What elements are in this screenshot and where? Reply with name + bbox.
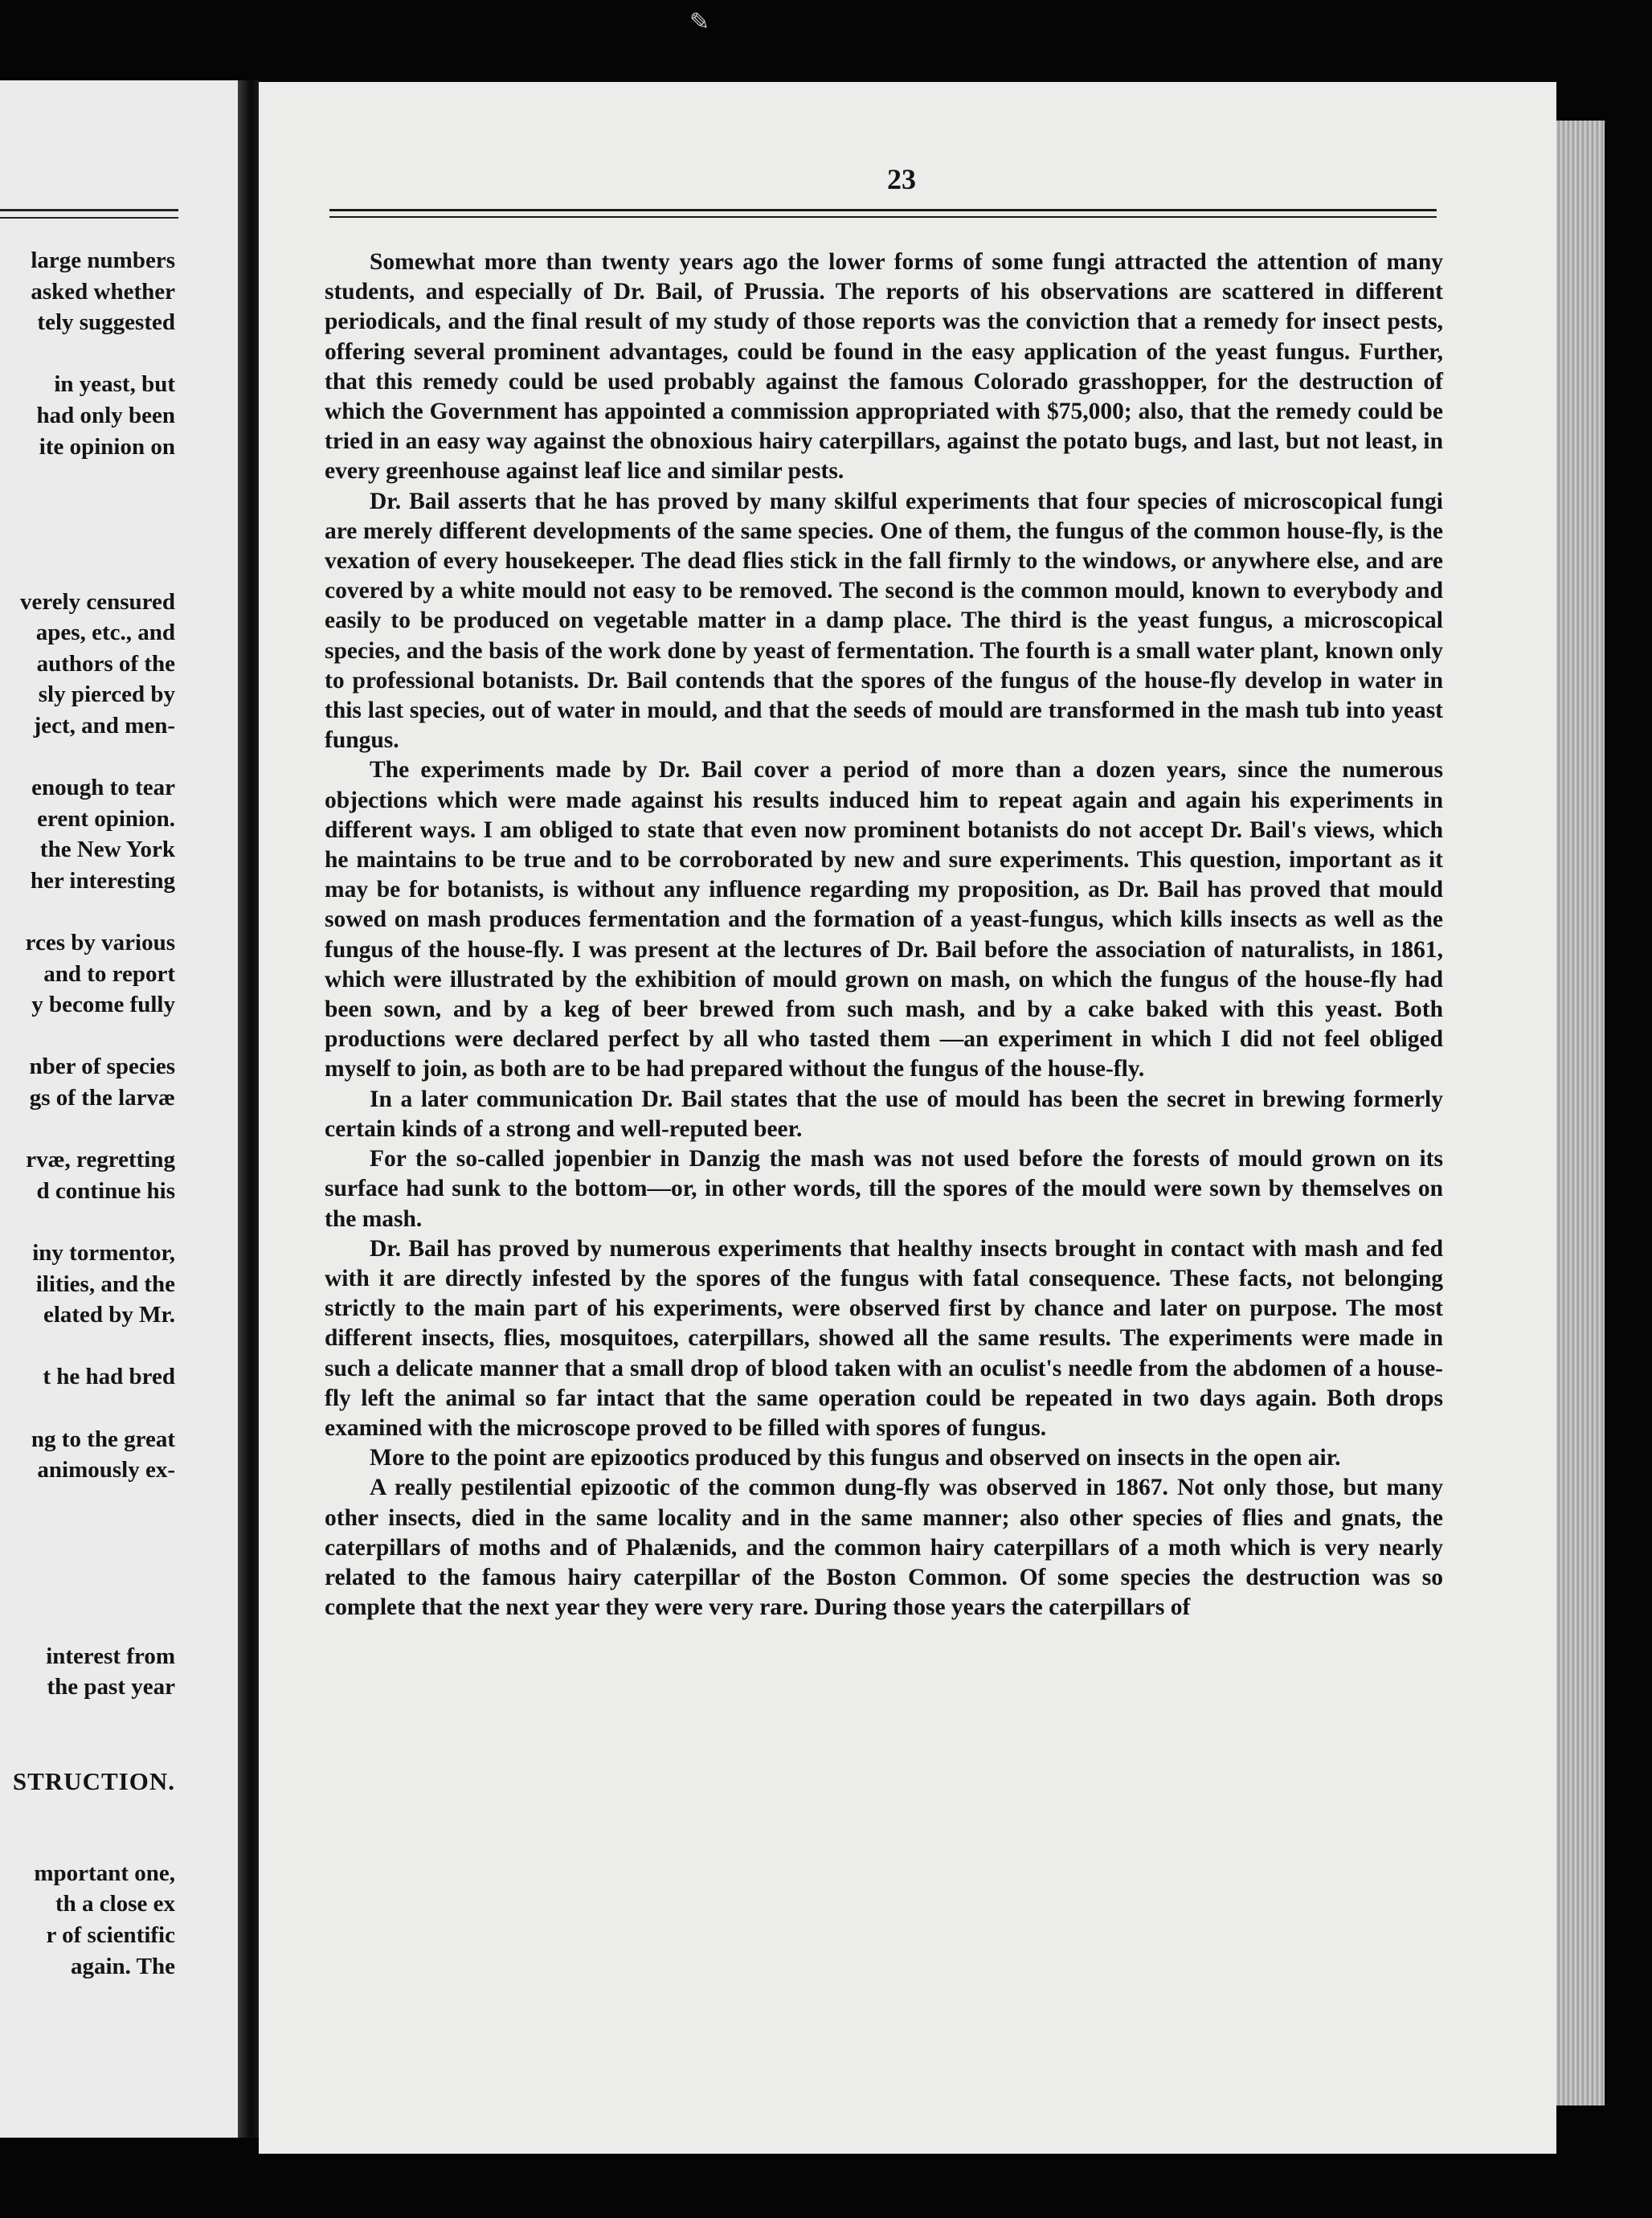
left-page-line [0,341,175,372]
left-page-line: elated by Mr. [43,1302,175,1328]
left-page-line: iny tormentor, [32,1240,175,1266]
left-page-line: asked whether [31,278,175,305]
left-page-line [0,1395,175,1426]
left-header-rule [0,209,178,211]
left-page-line: verely censured [19,588,175,615]
left-page-line: apes, etc., and [35,620,175,646]
left-page-line [0,558,175,589]
left-page-line: animously ex- [37,1457,175,1483]
left-page-line [0,1737,175,1768]
left-page-line [0,1705,175,1737]
left-page-line [0,464,175,496]
paragraph: For the so-called jopenbier in Danzig the mash was not used before the forests of mould grown on its surface had sunk to the bottom—or, in other words, till the spores of the mould were sown by themselves on the mash. [325,1146,1443,1232]
left-page-line: t he had bred [43,1364,175,1390]
left-page-line [0,1519,175,1550]
left-page [0,80,238,2138]
left-page-line [0,1612,175,1643]
left-page-line [0,496,175,527]
left-page-line: her interesting [30,867,175,894]
paragraph: Dr. Bail has proved by numerous experiments that healthy insects brought in contact with mash and fed with it are directly infested by the spores of the fungus with fatal consequence. These facts, not belonging strictly to the main part of his experiments, were observed first by chance and later on purpose. The most different insects, flies, mosquitoes, caterpillars, showed all the same results. The experiments were made in such a delicate manner that a small drop of blood taken with an oculist's needle from the abdomen of a house-fly left the animal so far intact that the same operation could be repeated in two days again. Both drops examined with the microscope proved to be filled with spores of fungus. [325,1235,1443,1441]
scan-speck: ✎ [689,9,710,35]
right-page [259,82,1556,2154]
left-page-line [0,526,175,558]
left-page-line [0,744,175,775]
left-page-line: and to report [43,960,175,987]
left-page-line [0,1209,175,1240]
paragraph: Somewhat more than twenty years ago the lower forms of some fungi attracted the attention of many students, and especially of Dr. Bail, of Prussia. The reports of his observations are scattered in different periodicals, and the final result of my study of those reports was the conviction that a remedy for insect pests, offering several prominent advantages, could be found in the easy application of the yeast fungus. Further, that this remedy could be used probably against the famous Colorado grasshopper, for the destruction of which the Government has appointed a commission appropriated with $75,000; also, that the remedy could be tried in an easy way against the obnoxious hairy caterpillars, against the potato bugs, and last, but not least, in every greenhouse against leaf lice and similar pests. [325,249,1443,485]
left-page-line: rvæ, regretting [26,1147,175,1173]
page-edges [1556,121,1605,2105]
paragraph: Dr. Bail asserts that he has proved by many skilful experiments that four species of microscopical fungi are merely different developments of the same species. One of them, the fungus of the common house-fly, is the vexation of every housekeeper. The dead flies stick in the fall firmly to the windows, or anywhere else, and are covered by a white mould not easy to be removed. The second is the common mould, known to everybody and easily to be produced on vegetable matter in a damp place. The third is the yeast fungus, a microscopical species, and the basis of the work done by yeast of fermentation. The fourth is a small water plant, known only to professional botanists. Dr. Bail contends that the spores of the fungus of the house-fly develop in water in this last species, out of water in mould, and that the seeds of mould are transformed in the mash tub into yeast fungus. [325,488,1443,754]
left-page-text [0,248,175,1984]
page-number: 23 [887,163,916,195]
left-page-line: nber of species [29,1054,175,1080]
left-page-line: STRUCTION. [12,1767,175,1796]
left-page-line: ilities, and the [35,1271,175,1297]
left-page-line: authors of the [36,650,175,677]
left-page-line: r of scientific [46,1922,175,1949]
left-page-line: interest from [46,1643,175,1669]
left-page-line: ite opinion on [39,433,175,460]
left-page-line [0,1550,175,1582]
left-page-line: sly pierced by [38,681,175,708]
left-page-line: had only been [36,402,175,428]
left-page-line: the past year [47,1674,175,1700]
left-page-line [0,1488,175,1520]
left-page-line: ng to the great [31,1426,175,1452]
left-page-line: in yeast, but [54,371,175,398]
left-page-line [0,1023,175,1054]
paragraph: The experiments made by Dr. Bail cover a period of more than a dozen years, since the numerous objections which were made against his results induced him to repeat again and again his experiments in different ways. I am obliged to state that even now prominent botanists do not accept Dr. Bail's views, which he maintains to be true and to be corroborated by new and sure experiments. This question, important as it may be for botanists, is without any influence regarding my proposition, as Dr. Bail has proved that mould sowed on mash produces fermentation and the formation of a yeast-fungus, which kills insects as well as the fungus of the house-fly. I was present at the lectures of Dr. Bail before the association of naturalists, in 1861, which were illustrated by the exhibition of mould grown on mash, on which the fungus of the house-fly had been sown, and by a keg of beer brewed from such mash, and by a cake baked with this yeast. Both productions were declared perfect by all who tasted them —an experiment in which I did not feel obliged myself to join, as both are to be had prepared without the fungus of the house-fly. [325,757,1443,1082]
left-page-line [0,1582,175,1613]
left-page-line: again. The [70,1953,175,1979]
header-rule [329,209,1437,211]
left-page-line [0,1799,175,1830]
left-page-line: d continue his [36,1177,175,1204]
left-page-line [0,1829,175,1860]
left-page-line: the New York [39,837,175,863]
left-header-rule-thin [0,217,178,219]
left-page-line: gs of the larvæ [29,1085,175,1111]
left-page-line: mportant one, [34,1860,175,1886]
left-page-line [0,898,175,930]
paragraph: More to the point are epizootics produced by this fungus and observed on insects in the open air. [370,1445,1341,1471]
left-page-line: ject, and men- [33,712,175,739]
left-page-line: y become fully [31,992,175,1018]
left-page-line [0,1333,175,1365]
book-gutter [238,80,259,2138]
left-page-line: large numbers [31,248,175,273]
left-page-line: enough to tear [31,775,175,801]
paragraph: A really pestilential epizootic of the common dung-fly was observed in 1867. Not only those, but many other insects, died in the same locality and in the same manner; also other species of flies and gnats, the caterpillars of moths and of Phalænids, and the common hairy caterpillars of a moth which is very nearly related to the famous hairy caterpillar of the Boston Common. Of some species the destruction was so complete that the next year they were very rare. During those years the caterpillars of [325,1475,1443,1621]
left-page-line: tely suggested [37,309,175,336]
left-page-line: erent opinion. [37,805,175,832]
header-rule-thin [329,216,1437,218]
paragraph: In a later communication Dr. Bail states that the use of mould has been the secret in brewing formerly certain kinds of a strong and well-reputed beer. [325,1086,1443,1142]
left-page-line [0,1116,175,1148]
left-page-line: rces by various [25,930,175,956]
left-page-line: th a close ex [55,1891,175,1917]
body-text [325,248,1443,1623]
